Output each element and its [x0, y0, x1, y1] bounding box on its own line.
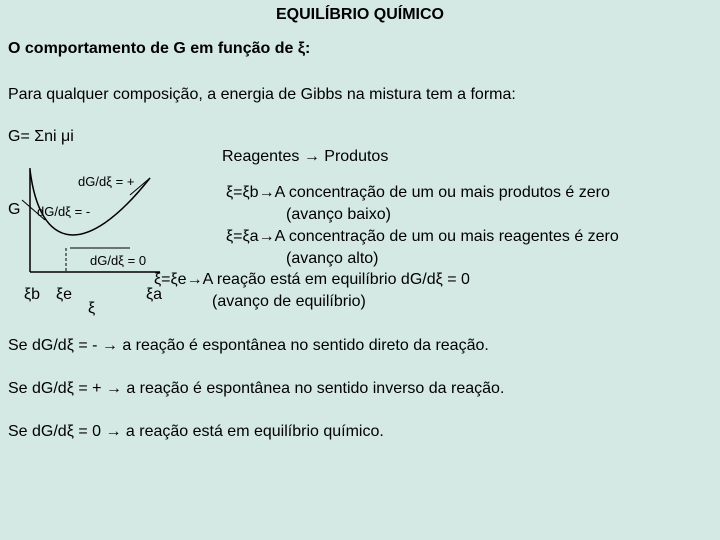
case-note: (avanço alto) [286, 250, 379, 267]
reaction-direction: Reagentes → Produtos [222, 148, 389, 165]
case-low-advance [226, 184, 610, 202]
intro-text: Para qualquer composição, a energia de Gibbs na mistura tem a forma: [8, 86, 516, 103]
xi-e-label: ξe [56, 286, 73, 303]
case-text: →A reação está em equilíbrio dG/dξ = 0 [186, 271, 470, 288]
graph-x-label: ξ [88, 300, 96, 317]
case-condition: ξ=ξa [226, 228, 259, 245]
case-high-advance [226, 228, 619, 246]
slope-positive-label: dG/dξ = + [78, 174, 135, 189]
graph-y-label: G [8, 201, 21, 218]
slope-negative-label: dG/dξ = - [37, 204, 91, 219]
slope-zero-label: dG/dξ = 0 [90, 253, 147, 268]
case-text: →A concentração de um ou mais reagentes é zero [258, 228, 619, 245]
rule-zero: Se dG/dξ = 0 → a reação está em equilíbrio químico. [8, 423, 384, 440]
rule-negative: Se dG/dξ = - → a reação é espontânea no sentido direto da reação. [8, 337, 489, 354]
case-equilibrium [154, 271, 470, 289]
case-text: →A concentração de um ou mais produtos é zero [258, 184, 610, 201]
case-condition: ξ=ξe [154, 271, 187, 288]
xi-b-label: ξb [24, 286, 41, 303]
rule-positive: Se dG/dξ = + → a reação é espontânea no sentido inverso da reação. [8, 380, 505, 397]
case-note: (avanço de equilíbrio) [212, 293, 366, 310]
page-title: EQUILÍBRIO QUÍMICO [276, 6, 444, 23]
xi-a-label: ξa [146, 286, 163, 303]
gibbs-formula: G= Σni μi [8, 128, 74, 145]
case-note: (avanço baixo) [286, 206, 391, 223]
subtitle: O comportamento de G em função de ξ: [8, 40, 311, 57]
case-condition: ξ=ξb [226, 184, 259, 201]
